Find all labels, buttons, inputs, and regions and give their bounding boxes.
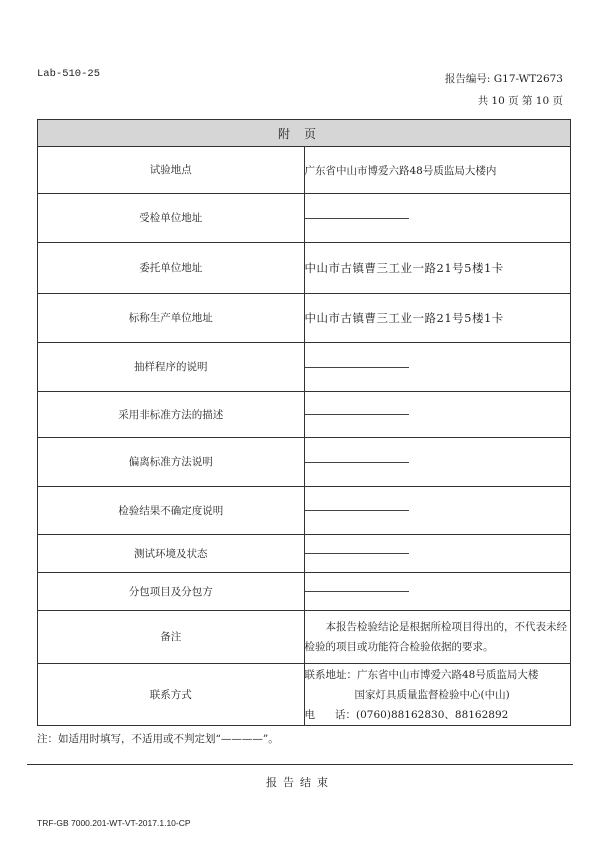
footnote: 注：如适用时填写，不适用或不判定划“————”。 (37, 733, 279, 745)
row-value (304, 535, 571, 573)
contact-address: 联系地址：广东省中山市博爱六路48号质监局大楼 (304, 668, 539, 681)
table-row (38, 573, 571, 611)
row-label: 分包项目及分包方 (38, 573, 305, 611)
contact-organization: 国家灯具质量监督检验中心(中山) (354, 688, 510, 701)
table-row (38, 243, 571, 294)
page-info: 共 10 页 第 10 页 (477, 95, 563, 107)
blank-line (305, 591, 409, 592)
row-value: 中山市古镇曹三工业一路21号5楼1卡 (304, 243, 571, 294)
table-row (38, 294, 571, 343)
remark-text (304, 611, 571, 664)
table-row (38, 147, 571, 194)
row-value (304, 487, 571, 535)
table-row (38, 392, 571, 438)
table-row (38, 438, 571, 487)
row-value (304, 194, 571, 243)
report-end: 报告结束 (266, 776, 334, 789)
blank-line (305, 414, 409, 415)
row-label: 抽样程序的说明 (38, 343, 305, 392)
row-label: 委托单位地址 (38, 243, 305, 294)
lab-code: Lab-510-25 (37, 68, 101, 80)
table-row (38, 611, 571, 664)
contact-block (304, 664, 571, 726)
row-label: 偏离标准方法说明 (38, 438, 305, 487)
row-value: 广东省中山市博爱六路48号质监局大楼内 (304, 147, 571, 194)
blank-line (305, 510, 409, 511)
blank-line (305, 218, 409, 219)
divider (27, 764, 573, 765)
table-row (38, 664, 571, 726)
report-number: 报告编号: G17-WT2673 (444, 73, 563, 85)
table-title: 附页 (38, 120, 571, 147)
blank-line (305, 553, 409, 554)
row-label: 联系方式 (38, 664, 305, 726)
table-row (38, 343, 571, 392)
row-label: 测试环境及状态 (38, 535, 305, 573)
blank-line (305, 462, 409, 463)
row-value (304, 343, 571, 392)
form-code: TRF-GB 7000.201-WT-VT-2017.1.10-CP (37, 818, 191, 828)
row-value: 中山市古镇曹三工业一路21号5楼1卡 (304, 294, 571, 343)
blank-line (305, 367, 409, 368)
row-label: 受检单位地址 (38, 194, 305, 243)
row-label: 检验结果不确定度说明 (38, 487, 305, 535)
row-value (304, 573, 571, 611)
contact-phone: 电 话：(0760)88162830、88162892 (304, 708, 509, 721)
table-row (38, 487, 571, 535)
row-label: 标称生产单位地址 (38, 294, 305, 343)
row-label: 备注 (38, 611, 305, 664)
report-meta (445, 68, 563, 112)
remark-value: 本报告检验结论是根据所检项目得出的，不代表未经检验的项目或功能符合检验依据的要求。 (304, 621, 567, 653)
table-row (38, 535, 571, 573)
appendix-table (37, 119, 571, 726)
row-label: 试验地点 (38, 147, 305, 194)
row-value (304, 392, 571, 438)
table-row (38, 194, 571, 243)
row-value (304, 438, 571, 487)
row-label: 采用非标准方法的描述 (38, 392, 305, 438)
